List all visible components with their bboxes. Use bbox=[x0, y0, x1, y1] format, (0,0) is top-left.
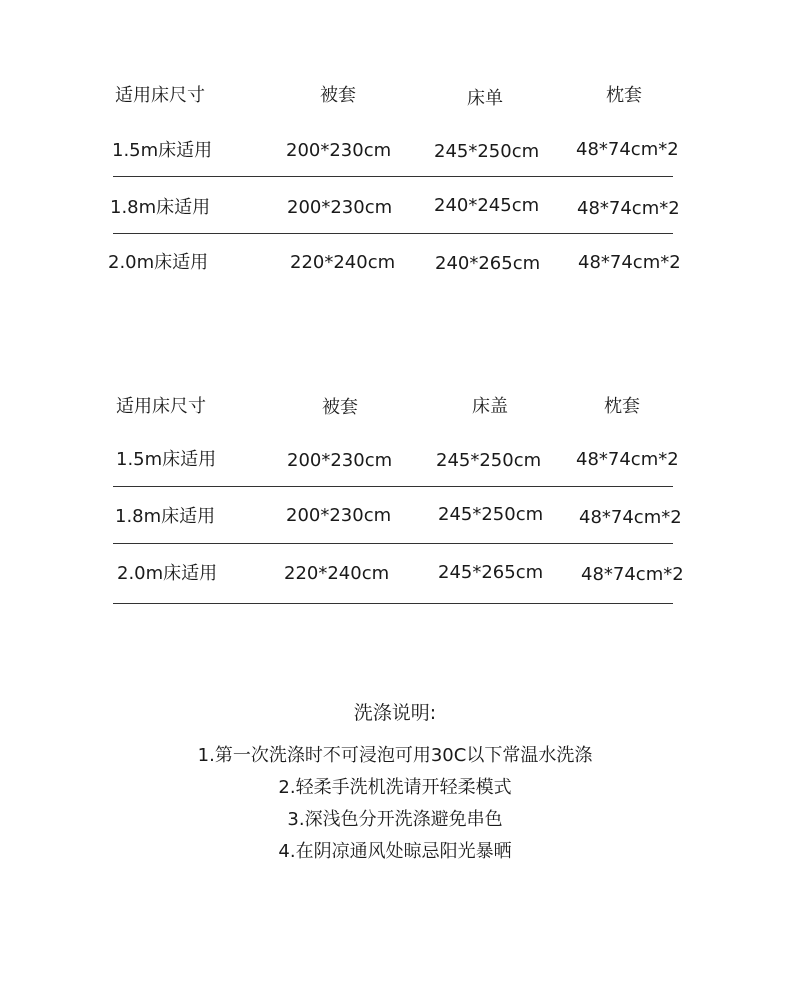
table2-divider-1 bbox=[113, 486, 673, 487]
table2-row1-duvet: 200*230cm bbox=[287, 450, 393, 471]
table2-row3-pillowcase: 48*74cm*2 bbox=[581, 564, 684, 585]
table1-row2-duvet: 200*230cm bbox=[287, 197, 393, 218]
washing-line-4: 4.在阴凉通风处晾忌阳光暴晒 bbox=[278, 841, 512, 862]
table2-row2-bedspread: 245*250cm bbox=[438, 504, 544, 525]
table2-row3-bedspread: 245*265cm bbox=[438, 562, 544, 583]
table1-divider-2 bbox=[113, 233, 673, 234]
table1-row3-size: 2.0m床适用 bbox=[108, 252, 209, 273]
washing-line-1: 1.第一次洗涤时不可浸泡可用30C以下常温水洗涤 bbox=[197, 745, 593, 766]
table2-row3-duvet: 220*240cm bbox=[284, 563, 390, 584]
table2-divider-2 bbox=[113, 543, 673, 544]
table1-row1-sheet: 245*250cm bbox=[434, 141, 540, 162]
table1-row1-duvet: 200*230cm bbox=[286, 140, 392, 161]
table1-row2-size: 1.8m床适用 bbox=[110, 197, 211, 218]
table1-row3-sheet: 240*265cm bbox=[435, 253, 541, 274]
washing-line-2: 2.轻柔手洗机洗请开轻柔模式 bbox=[278, 777, 512, 798]
table2-header-size: 适用床尺寸 bbox=[116, 396, 206, 417]
table1-header-duvet: 被套 bbox=[320, 85, 356, 106]
washing-title: 洗涤说明: bbox=[353, 702, 437, 724]
table2-header-duvet: 被套 bbox=[322, 397, 358, 418]
table2-header-pillowcase: 枕套 bbox=[604, 396, 640, 417]
table1-header-sheet: 床单 bbox=[467, 88, 503, 109]
table2-row1-size: 1.5m床适用 bbox=[116, 449, 217, 470]
table2-row1-bedspread: 245*250cm bbox=[436, 450, 542, 471]
table1-header-size: 适用床尺寸 bbox=[115, 85, 205, 106]
table1-header-pillowcase: 枕套 bbox=[606, 85, 642, 106]
table1-divider-1 bbox=[113, 176, 673, 177]
table1-row1-pillowcase: 48*74cm*2 bbox=[576, 139, 679, 160]
table2-row2-size: 1.8m床适用 bbox=[115, 506, 216, 527]
table1-row3-duvet: 220*240cm bbox=[290, 252, 396, 273]
washing-line-3: 3.深浅色分开洗涤避免串色 bbox=[287, 809, 503, 830]
table2-row1-pillowcase: 48*74cm*2 bbox=[576, 449, 679, 470]
table2-row3-size: 2.0m床适用 bbox=[117, 563, 218, 584]
table1-row3-pillowcase: 48*74cm*2 bbox=[578, 252, 681, 273]
table1-row1-size: 1.5m床适用 bbox=[112, 140, 213, 161]
table2-row2-pillowcase: 48*74cm*2 bbox=[579, 507, 682, 528]
table2-row2-duvet: 200*230cm bbox=[286, 505, 392, 526]
table1-row2-sheet: 240*245cm bbox=[434, 195, 540, 216]
table2-divider-3 bbox=[113, 603, 673, 604]
table2-header-bedspread: 床盖 bbox=[472, 396, 508, 417]
table1-row2-pillowcase: 48*74cm*2 bbox=[577, 198, 680, 219]
